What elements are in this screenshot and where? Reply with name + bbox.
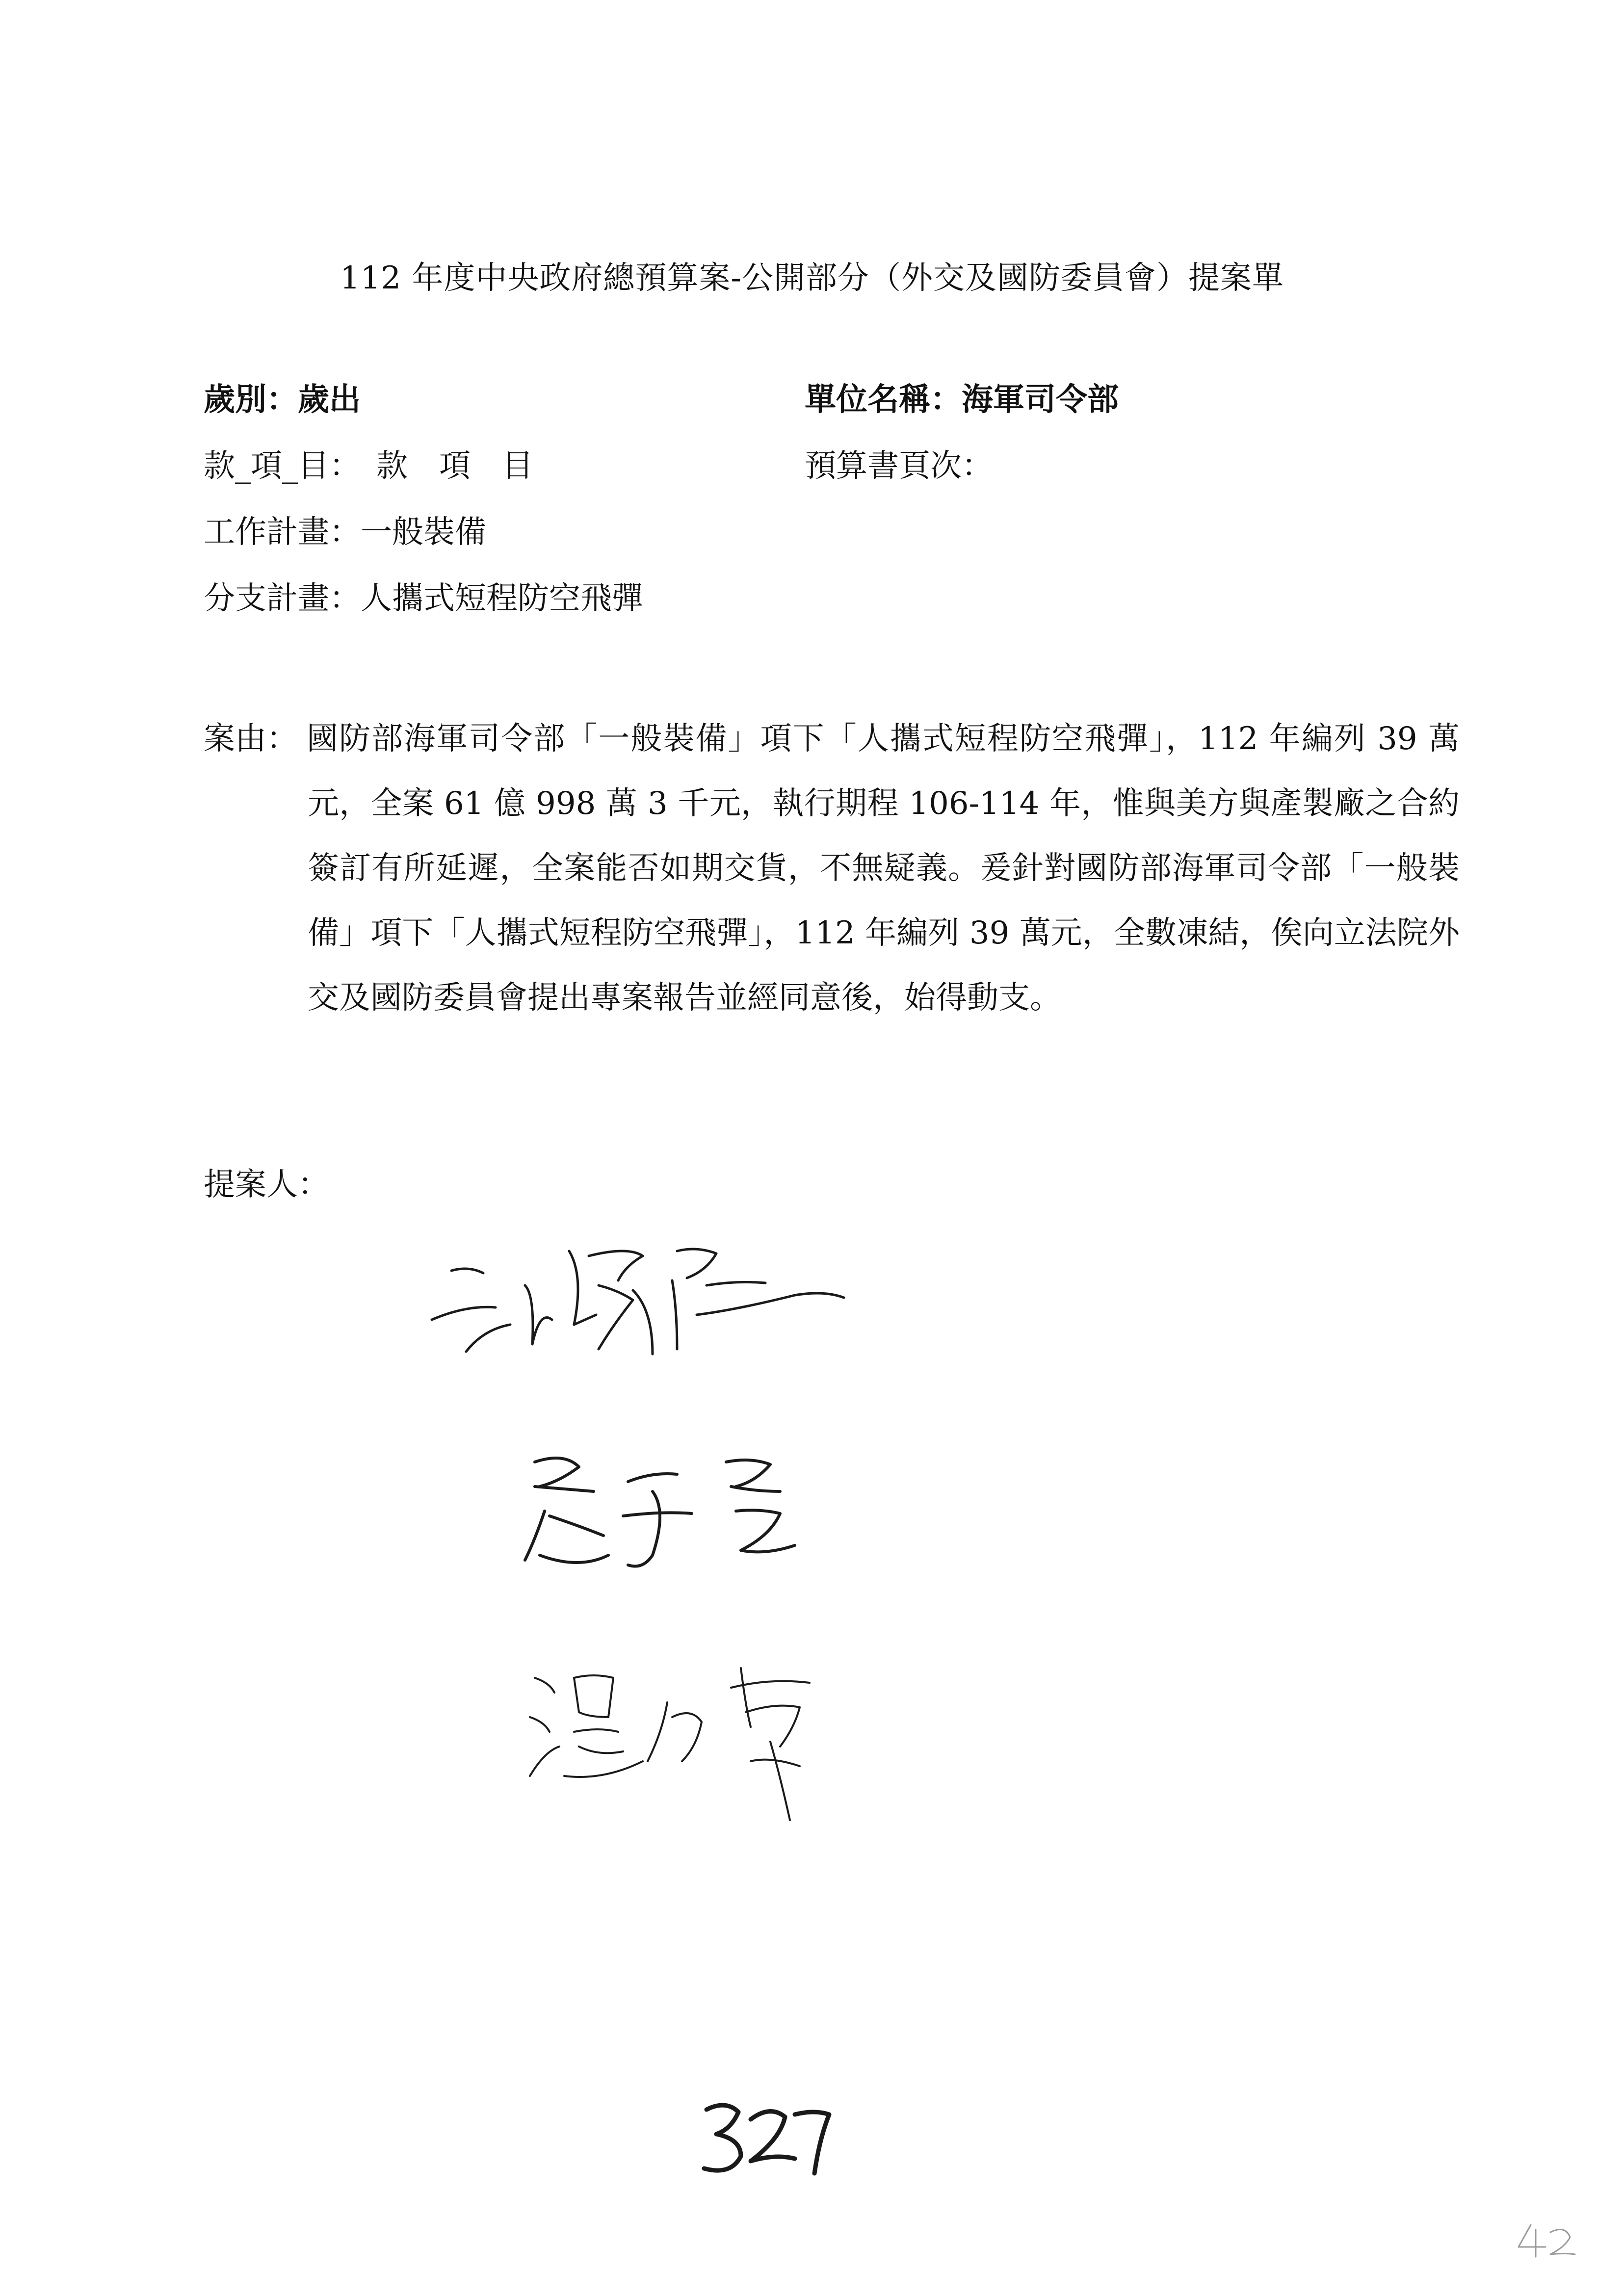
reason-section <box>204 706 1460 1030</box>
signature-2 <box>505 1442 849 1590</box>
signature-3 <box>515 1648 859 1835</box>
item-field: 款_項_目： 款 項 目 <box>204 448 533 484</box>
proposer-label: 提案人： <box>204 1167 329 1203</box>
sub-plan-field: 分支計畫：人攜式短程防空飛彈 <box>204 580 643 617</box>
handwritten-page-number <box>697 2095 834 2183</box>
signature-1 <box>422 1236 937 1383</box>
reason-label: 案由： <box>204 721 298 757</box>
corner-page-mark <box>1511 2218 1580 2262</box>
budget-page-field: 預算書頁次： <box>805 448 993 484</box>
unit-name-field: 單位名稱：海軍司令部 <box>805 381 1119 418</box>
work-plan-field: 工作計畫：一般裝備 <box>204 514 486 550</box>
document-title: 112 年度中央政府總預算案-公開部分（外交及國防委員會）提案單 <box>340 260 1284 296</box>
category-field: 歲別：歲出 <box>204 381 361 418</box>
reason-text: 國防部海軍司令部「一般裝備」項下「人攜式短程防空飛彈」，112 年編列 39 萬元，全案 61 億 998 萬 3 千元，執行期程 106-114 年，惟與美方與產製廠之合約簽訂有所延遲，全案能否如期交貨，不無疑義。爰針對國防部海軍司令部「一般裝備」項下「人攜式短程防空飛彈」，112 年編列 39 萬元，全數凍結，俟向立法院外交及國防委員會提出專案報告並經同意後，始得動支。 <box>307 721 1460 1016</box>
